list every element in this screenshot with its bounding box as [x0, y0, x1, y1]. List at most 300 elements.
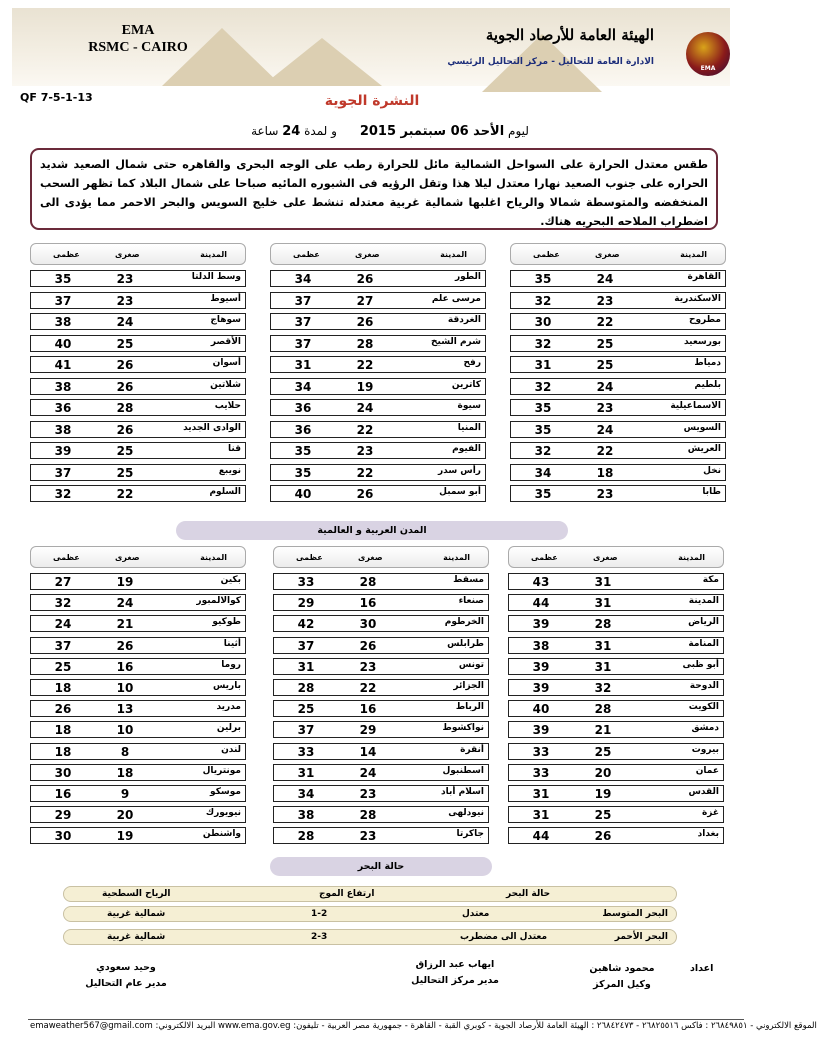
min-temp: 31	[594, 659, 612, 674]
min-temp: 26	[359, 638, 377, 653]
city-name: الكويت	[688, 702, 719, 713]
city-name: باريس	[212, 680, 241, 691]
prepared-by-label: اعداد	[690, 963, 714, 974]
max-temp: 37	[54, 638, 72, 653]
min-temp: 16	[359, 596, 377, 611]
min-temp: 26	[116, 422, 134, 437]
max-temp: 37	[294, 336, 312, 351]
footer-divider	[28, 1019, 744, 1020]
city-name: بلطيم	[694, 379, 721, 390]
max-temp: 31	[532, 786, 550, 801]
max-temp: 32	[54, 487, 72, 501]
max-temp: 40	[54, 336, 72, 351]
header-left-title	[48, 22, 228, 56]
max-temp: 34	[534, 465, 552, 480]
header-max: عظمى	[296, 553, 323, 562]
max-temp: 38	[54, 315, 72, 329]
table-row	[30, 378, 246, 395]
table-row	[30, 313, 246, 330]
max-temp: 35	[54, 272, 72, 286]
table-row	[270, 270, 486, 287]
city-name: غزة	[701, 808, 719, 819]
max-temp: 31	[294, 358, 312, 372]
max-temp: 18	[54, 680, 72, 695]
table-row	[273, 637, 489, 654]
table-row	[508, 806, 724, 823]
min-temp: 22	[356, 422, 374, 437]
city-name: أبو سمبل	[439, 487, 481, 497]
city-name: مكة	[702, 575, 719, 585]
table-row	[510, 356, 726, 373]
header-min: صغرى	[115, 250, 140, 259]
min-temp: 22	[116, 487, 134, 501]
min-temp: 23	[596, 401, 614, 415]
max-temp: 28	[297, 829, 315, 844]
table-row	[508, 658, 724, 675]
max-temp: 32	[534, 379, 552, 394]
table-row	[510, 270, 726, 287]
table-row	[30, 615, 246, 632]
max-temp: 24	[54, 617, 72, 632]
city-name: طوكيو	[212, 617, 241, 628]
min-temp: 22	[359, 680, 377, 695]
min-temp: 23	[596, 487, 614, 501]
table-row	[508, 785, 724, 802]
city-temperature-table	[508, 546, 724, 844]
max-temp: 40	[532, 702, 550, 717]
city-name: بكين	[220, 575, 241, 585]
header-max: عظمى	[53, 553, 80, 562]
city-name: الأقصر	[210, 336, 241, 347]
header-max: عظمى	[531, 553, 558, 562]
min-temp: 28	[356, 336, 374, 351]
city-temperature-table	[30, 546, 246, 844]
table-row	[273, 827, 489, 844]
city-name: بغداد	[697, 829, 719, 840]
city-name: الخرطوم	[444, 617, 484, 628]
table-row	[508, 615, 724, 632]
logo-text: EMA	[700, 65, 716, 72]
min-temp: 22	[356, 358, 374, 372]
city-name: الفيوم	[452, 444, 481, 454]
min-temp: 20	[594, 765, 612, 780]
city-name: لندن	[221, 744, 241, 755]
max-temp: 30	[534, 315, 552, 329]
max-temp: 44	[532, 829, 550, 844]
min-temp: 26	[594, 829, 612, 844]
min-temp: 13	[116, 702, 134, 717]
city-name: الغردقة	[447, 315, 481, 325]
min-temp: 23	[116, 272, 134, 286]
city-name: اسطنبول	[442, 765, 484, 776]
city-name: نيويورك	[205, 808, 241, 819]
date-hours-unit: ساعة	[251, 124, 279, 138]
max-temp: 41	[54, 358, 72, 372]
table-row	[30, 827, 246, 844]
max-temp: 32	[534, 336, 552, 351]
max-temp: 34	[297, 786, 315, 801]
table-row	[270, 335, 486, 352]
min-temp: 20	[116, 808, 134, 823]
table-row	[510, 378, 726, 395]
max-temp: 43	[532, 575, 550, 589]
signatory-title: مدير مركز التحاليل	[411, 975, 499, 986]
table-row	[270, 399, 486, 416]
table-row	[273, 743, 489, 760]
table-row	[30, 743, 246, 760]
min-temp: 28	[359, 808, 377, 823]
min-temp: 16	[359, 702, 377, 717]
max-temp: 35	[534, 401, 552, 415]
max-temp: 33	[532, 765, 550, 780]
table-row	[273, 573, 489, 590]
city-temperature-table	[30, 243, 246, 502]
header-city: المدينة	[200, 250, 227, 259]
city-name: الجزائر	[453, 680, 484, 691]
org-title: الهيئة العامة للأرصاد الجوية	[485, 26, 654, 44]
city-name: أنقرة	[460, 744, 484, 755]
table-row	[508, 700, 724, 717]
city-name: حلايب	[214, 401, 241, 411]
city-name: الرياض	[688, 617, 719, 628]
sea-state: معتدل الى مضطرب	[460, 932, 548, 942]
city-name: نيودلهى	[448, 808, 484, 819]
table-row	[510, 442, 726, 459]
sea-state: معتدل	[462, 909, 490, 919]
max-temp: 38	[532, 638, 550, 653]
wave-height: 1-2	[311, 909, 328, 919]
date-prefix: ليوم	[508, 124, 529, 138]
min-temp: 24	[356, 401, 374, 415]
min-temp: 19	[356, 379, 374, 394]
table-row	[30, 700, 246, 717]
table-row	[30, 594, 246, 611]
signature-block-2	[395, 957, 515, 989]
table-row	[508, 827, 724, 844]
table-row	[270, 421, 486, 438]
signatory-name: محمود شاهين	[589, 963, 655, 974]
min-temp: 24	[596, 272, 614, 286]
min-temp: 25	[596, 336, 614, 351]
min-temp: 24	[596, 379, 614, 394]
city-name: عمان	[695, 765, 719, 776]
header-min: صغرى	[358, 553, 383, 562]
max-temp: 32	[534, 293, 552, 308]
min-temp: 19	[116, 829, 134, 844]
max-temp: 35	[294, 444, 312, 458]
table-row	[30, 637, 246, 654]
sea-row-mediterranean	[63, 906, 677, 922]
min-temp: 24	[116, 596, 134, 611]
table-row	[30, 356, 246, 373]
min-temp: 25	[116, 336, 134, 351]
table-row	[273, 700, 489, 717]
table-row	[270, 464, 486, 481]
min-temp: 26	[356, 272, 374, 286]
min-temp: 26	[356, 487, 374, 501]
city-name: نويبع	[218, 465, 241, 476]
table-row	[270, 356, 486, 373]
max-temp: 35	[294, 465, 312, 480]
bulletin-title: النشرة الجوية	[324, 93, 420, 109]
min-temp: 28	[594, 702, 612, 717]
city-name: صنعاء	[458, 596, 484, 607]
min-temp: 22	[356, 465, 374, 480]
header-city: المدينة	[440, 250, 467, 259]
city-name: رفح	[463, 358, 481, 368]
table-row	[30, 464, 246, 481]
city-name: مسقط	[453, 575, 484, 585]
min-temp: 18	[116, 765, 134, 780]
min-temp: 25	[594, 808, 612, 823]
city-name: سوهاج	[210, 315, 241, 325]
city-temperature-table	[273, 546, 489, 844]
date-day: الأحد 06 سبتمبر 2015	[359, 124, 505, 139]
max-temp: 36	[294, 401, 312, 415]
max-temp: 27	[54, 575, 72, 589]
table-row	[510, 421, 726, 438]
city-name: سيوة	[457, 401, 481, 411]
table-row	[30, 658, 246, 675]
city-name: السلوم	[209, 487, 241, 497]
table-row	[30, 270, 246, 287]
city-name: وسط الدلتا	[191, 272, 241, 282]
min-temp: 31	[594, 638, 612, 653]
min-temp: 23	[359, 659, 377, 674]
document-code: QF 7-5-1-13	[20, 91, 93, 104]
table-row	[510, 485, 726, 502]
table-row	[273, 721, 489, 738]
table-row	[30, 806, 246, 823]
max-temp: 35	[534, 487, 552, 501]
min-temp: 30	[359, 617, 377, 632]
table-row	[30, 442, 246, 459]
table-row	[270, 442, 486, 459]
max-temp: 40	[294, 487, 312, 501]
max-temp: 37	[294, 315, 312, 329]
surface-wind: شمالية غربية	[107, 909, 166, 919]
max-temp: 34	[294, 272, 312, 286]
min-temp: 26	[116, 358, 134, 372]
city-name: مرسى علم	[431, 293, 481, 304]
signatory-title: مدير عام التحاليل	[85, 978, 167, 989]
city-temperature-table	[510, 243, 726, 502]
min-temp: 25	[594, 744, 612, 759]
table-row	[508, 721, 724, 738]
signatory-title: وكيل المركز	[593, 979, 651, 990]
header-min: صغرى	[595, 250, 620, 259]
min-temp: 26	[116, 379, 134, 394]
min-temp: 21	[594, 723, 612, 738]
min-temp: 32	[594, 680, 612, 695]
max-temp: 33	[297, 575, 315, 589]
table-row	[273, 679, 489, 696]
sea-header-wind: الرياح السطحية	[102, 889, 171, 899]
table-row	[510, 464, 726, 481]
table-row	[30, 785, 246, 802]
min-temp: 18	[596, 465, 614, 480]
city-name: شلاتين	[210, 379, 241, 390]
city-name: الطور	[454, 272, 481, 282]
min-temp: 22	[596, 315, 614, 329]
ema-logo-icon	[686, 32, 730, 76]
table-row	[30, 399, 246, 416]
table-row	[30, 679, 246, 696]
city-name: مدريد	[216, 702, 241, 713]
min-temp: 23	[359, 786, 377, 801]
min-temp: 19	[116, 575, 134, 589]
table-row	[510, 399, 726, 416]
max-temp: 35	[534, 272, 552, 286]
city-name: أسوان	[212, 358, 241, 368]
ema-label: EMA	[121, 23, 155, 38]
table-row	[508, 764, 724, 781]
max-temp: 39	[532, 680, 550, 695]
city-name: رأس سدر	[437, 465, 481, 476]
max-temp: 33	[297, 744, 315, 759]
max-temp: 30	[54, 765, 72, 780]
min-temp: 28	[359, 575, 377, 589]
max-temp: 29	[297, 596, 315, 611]
min-temp: 14	[359, 744, 377, 759]
sea-name: البحر الأحمر	[614, 932, 668, 942]
table-row	[273, 615, 489, 632]
table-row	[270, 378, 486, 395]
max-temp: 39	[532, 617, 550, 632]
city-name: طابا	[702, 487, 721, 497]
city-name: الرباط	[455, 702, 484, 713]
max-temp: 39	[54, 444, 72, 458]
city-name: دمشق	[691, 723, 719, 734]
city-name: كوالالمبور	[196, 596, 241, 607]
table-row	[508, 573, 724, 590]
min-temp: 22	[596, 444, 614, 458]
table-row	[510, 335, 726, 352]
city-name: روما	[221, 659, 241, 670]
sea-section-title: حالة البحر	[270, 857, 492, 876]
max-temp: 31	[532, 808, 550, 823]
min-temp: 31	[594, 575, 612, 589]
date-hours: 24	[282, 124, 301, 139]
city-name: جاكرتا	[456, 829, 484, 840]
city-name: برلين	[216, 723, 241, 734]
table-row	[270, 313, 486, 330]
city-temperature-table	[270, 243, 486, 502]
table-row	[270, 292, 486, 309]
table-header	[30, 546, 246, 568]
city-name: المدينة	[688, 596, 719, 607]
table-row	[30, 721, 246, 738]
max-temp: 18	[54, 744, 72, 759]
table-row	[510, 313, 726, 330]
max-temp: 39	[532, 659, 550, 674]
signatory-name: ايهاب عبد الرزاق	[415, 959, 495, 970]
signature-block-3	[66, 960, 186, 992]
signature-block-1	[570, 961, 674, 993]
min-temp: 23	[356, 444, 374, 458]
wave-height: 2-3	[311, 932, 328, 942]
city-name: العريش	[687, 444, 721, 454]
city-name: واشنطن	[202, 829, 241, 840]
city-name: نخل	[703, 465, 721, 476]
table-header	[508, 546, 724, 568]
table-row	[508, 637, 724, 654]
city-name: مونتريال	[202, 765, 241, 776]
city-name: دمياط	[694, 358, 721, 368]
table-header	[30, 243, 246, 265]
max-temp: 36	[294, 422, 312, 437]
max-temp: 18	[54, 723, 72, 738]
world-section-title: المدن العربية و العالمية	[176, 521, 568, 540]
max-temp: 29	[54, 808, 72, 823]
table-row	[508, 594, 724, 611]
min-temp: 27	[356, 293, 374, 308]
max-temp: 31	[297, 659, 315, 674]
min-temp: 25	[116, 465, 134, 480]
sea-header-state: حالة البحر	[506, 889, 551, 899]
city-name: القاهرة	[687, 272, 721, 282]
surface-wind: شمالية غربية	[107, 932, 166, 942]
min-temp: 23	[359, 829, 377, 844]
max-temp: 37	[297, 723, 315, 738]
table-row	[30, 335, 246, 352]
max-temp: 44	[532, 596, 550, 611]
table-row	[273, 764, 489, 781]
header-city: المدينة	[680, 250, 707, 259]
header-max: عظمى	[53, 250, 80, 259]
min-temp: 21	[116, 617, 134, 632]
table-row	[508, 743, 724, 760]
sea-table-header	[63, 886, 677, 902]
min-temp: 24	[116, 315, 134, 329]
table-row	[273, 594, 489, 611]
table-header	[510, 243, 726, 265]
header-max: عظمى	[533, 250, 560, 259]
table-row	[273, 658, 489, 675]
min-temp: 9	[120, 786, 130, 801]
table-row	[508, 679, 724, 696]
max-temp: 16	[54, 786, 72, 801]
footer-contact: emaweather567@gmail.com :البريد الالكتروني www.ema.gov.eg :الموقع الالكتروني - ٢٦٨٤٩٨٥١ : فاكس ٢٦٨٢٥٥١٦ - ٢٦٨٤٢٤٧٣ : الهيئة العامة للأرصاد الجوية - كوبري القبة - القاهرة - جمهورية مصر العربية - تليفون	[30, 1021, 817, 1031]
city-name: تونس	[458, 659, 484, 670]
header-min: صغرى	[115, 553, 140, 562]
min-temp: 10	[116, 680, 134, 695]
city-name: أثينا	[223, 638, 241, 649]
max-temp: 38	[54, 422, 72, 437]
header-min: صغرى	[355, 250, 380, 259]
max-temp: 37	[54, 465, 72, 480]
city-name: المنيا	[457, 422, 481, 433]
max-temp: 31	[297, 765, 315, 780]
header-city: المدينة	[443, 553, 470, 562]
max-temp: 37	[297, 638, 315, 653]
min-temp: 25	[596, 358, 614, 372]
min-temp: 16	[116, 659, 134, 674]
forecast-text-box: طقس معتدل الحرارة على السواحل الشمالية مائل للحرارة رطب على الوجه البحرى والقاهره حتى شمال الصعيد شديد الحراره على جنوب الصعيد نهارا معتدل ليلا هذا وتقل الرؤيه فى الشبوره المائيه صباحا على شمال البلاد كما تظهر السحب المنخفضه والمتوسطة شمالا والرياح اغلبها شمالية غربية معتدله تنشط على خليج السويس والبحر الاحمر مما يؤدى الى اضطراب الملاحه البحريه هناك.	[30, 148, 718, 230]
max-temp: 25	[54, 659, 72, 674]
city-name: أبو ظبى	[682, 659, 719, 670]
bulletin-date-line	[200, 124, 580, 139]
city-name: مطروح	[688, 315, 721, 325]
table-row	[510, 292, 726, 309]
max-temp: 38	[297, 808, 315, 823]
table-row	[273, 806, 489, 823]
table-row	[30, 292, 246, 309]
min-temp: 10	[116, 723, 134, 738]
header-city: المدينة	[200, 553, 227, 562]
sea-header-wave: ارتفاع الموج	[319, 889, 375, 899]
table-header	[273, 546, 489, 568]
